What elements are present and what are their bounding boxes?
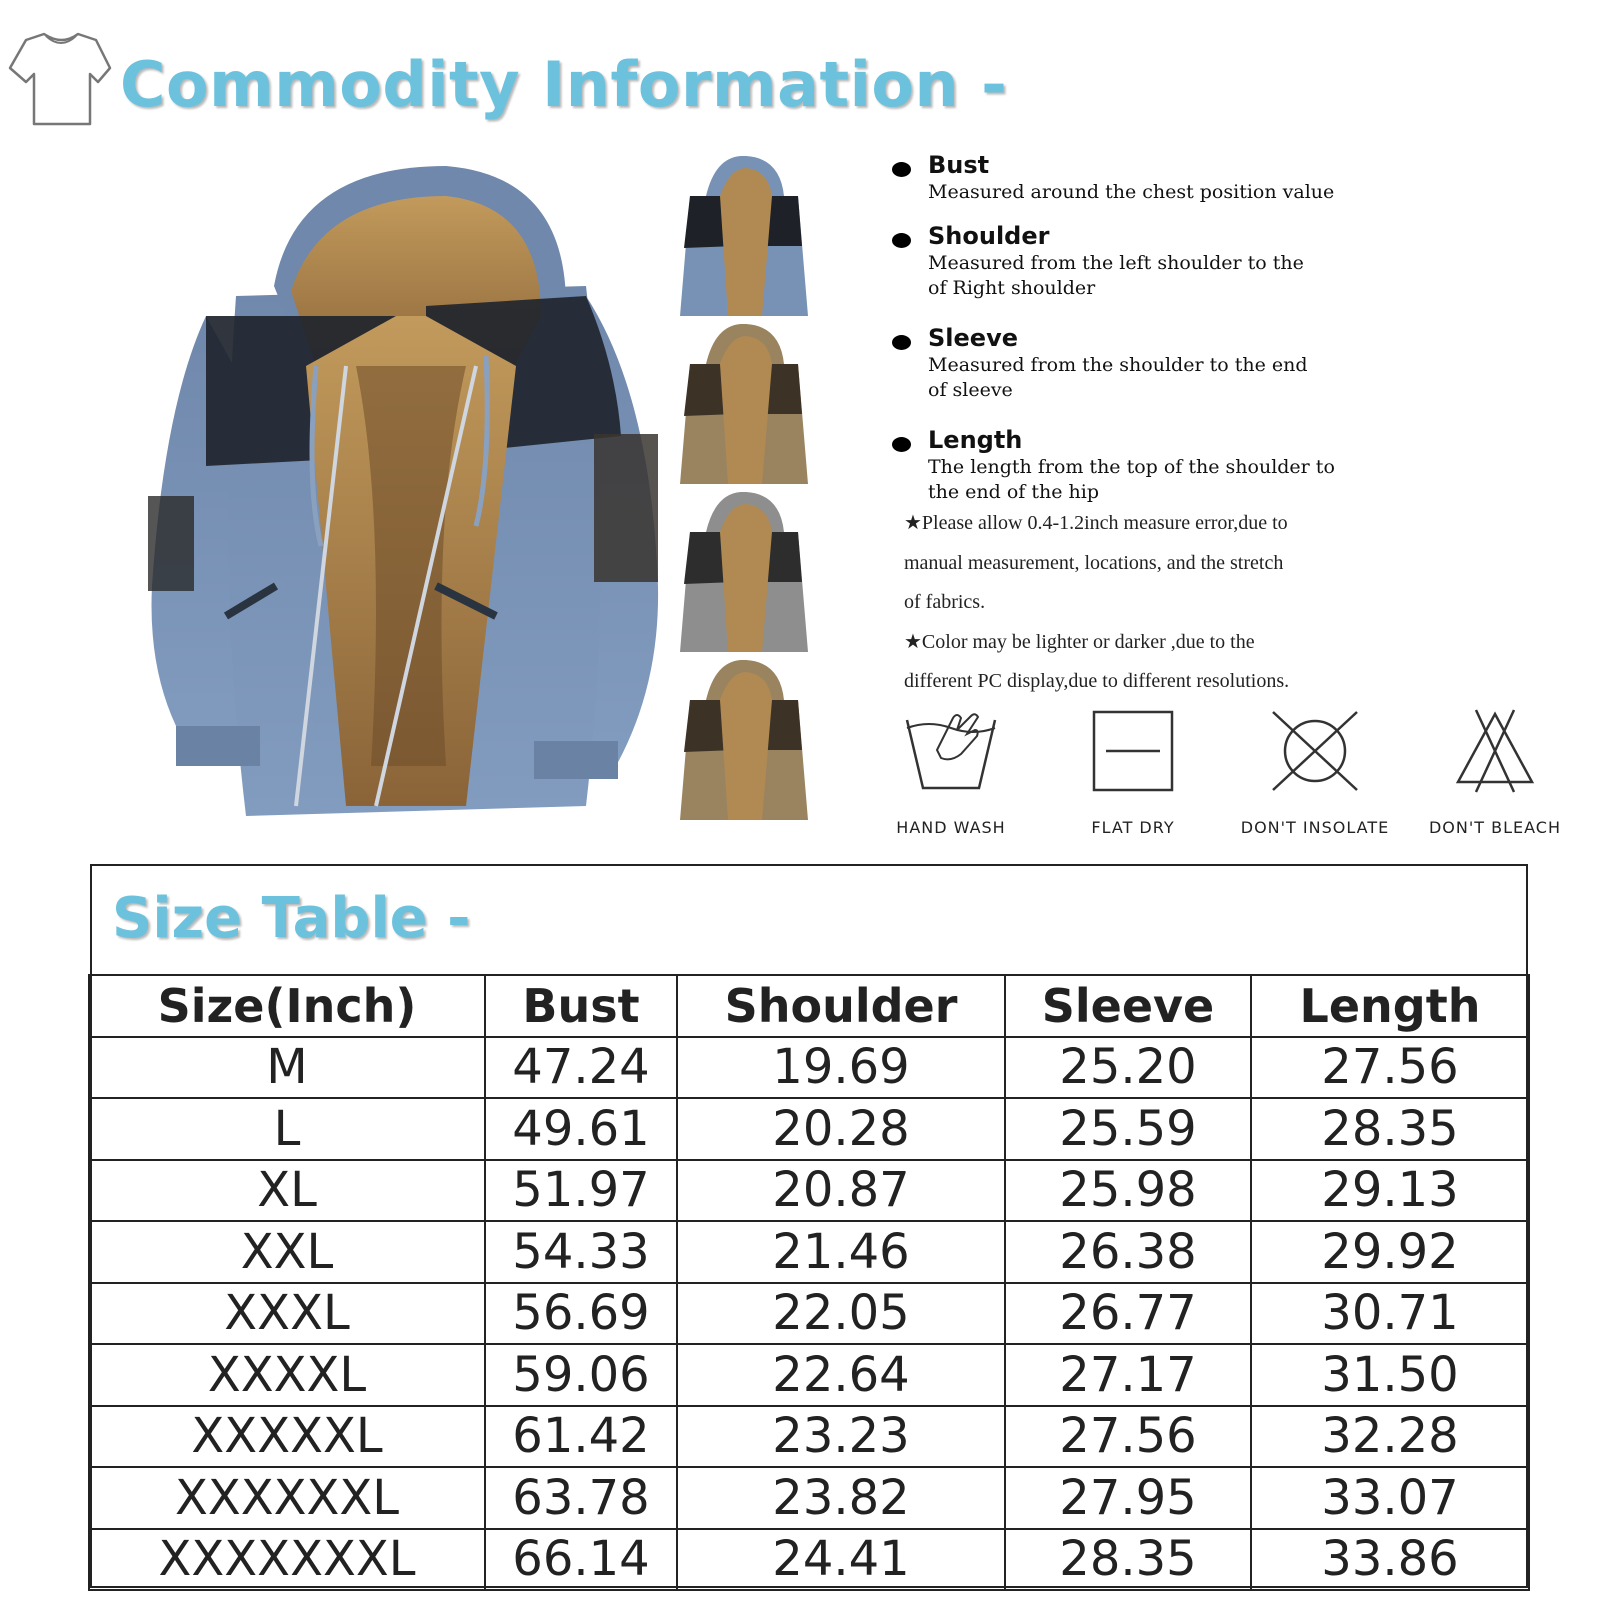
jacket-thumbnail-khaki (676, 324, 812, 492)
measurement-cell: 25.59 (1005, 1098, 1251, 1160)
measurement-cell: 33.86 (1251, 1529, 1529, 1591)
measurement-cell: 19.69 (677, 1037, 1005, 1099)
size-cell: XXL (89, 1221, 485, 1283)
measurement-cell: 27.95 (1005, 1467, 1251, 1529)
definition-bust: Bust Measured around the chest position value (892, 150, 1582, 205)
measurement-cell: 47.24 (485, 1037, 677, 1099)
definition-shoulder: Shoulder Measured from the left shoulder to the of Right shoulder (892, 221, 1582, 301)
measurement-cell: 22.64 (677, 1344, 1005, 1406)
size-cell: L (89, 1098, 485, 1160)
measurement-cell: 59.06 (485, 1344, 677, 1406)
hand-wash-icon (901, 708, 1001, 794)
note-line: of fabrics. (904, 591, 986, 613)
size-cell: XXXXXXXL (89, 1529, 485, 1591)
care-dont-insolate: DON'T INSOLATE (1230, 708, 1400, 837)
bullet-icon (892, 233, 911, 248)
measurement-cell: 27.17 (1005, 1344, 1251, 1406)
measurement-cell: 31.50 (1251, 1344, 1529, 1406)
measurement-cell: 26.38 (1005, 1221, 1251, 1283)
size-cell: XXXXXL (89, 1406, 485, 1468)
note-line: ★Please allow 0.4-1.2inch measure error,due to (904, 512, 1288, 534)
size-table-panel (90, 864, 1528, 1588)
flat-dry-icon (1090, 708, 1176, 794)
measurement-cell: 20.28 (677, 1098, 1005, 1160)
size-cell: XXXXXXL (89, 1467, 485, 1529)
definition-length: Length The length from the top of the shoulder to the end of the hip (892, 425, 1582, 505)
measurement-cell: 20.87 (677, 1160, 1005, 1222)
table-row (89, 1098, 1529, 1160)
measurement-cell: 23.82 (677, 1467, 1005, 1529)
size-cell: XL (89, 1160, 485, 1222)
measurement-cell: 29.13 (1251, 1160, 1529, 1222)
measurement-cell: 27.56 (1005, 1406, 1251, 1468)
column-header: Size(Inch) (89, 975, 485, 1037)
column-header: Sleeve (1005, 975, 1251, 1037)
jacket-main-image (146, 166, 676, 826)
measurement-cell: 32.28 (1251, 1406, 1529, 1468)
measurement-cell: 22.05 (677, 1283, 1005, 1345)
measurement-cell: 24.41 (677, 1529, 1005, 1591)
measurement-cell: 30.71 (1251, 1283, 1529, 1345)
jacket-thumbnail-grey (676, 492, 812, 660)
measurement-cell: 25.98 (1005, 1160, 1251, 1222)
table-row (89, 1406, 1529, 1468)
bullet-icon (892, 437, 911, 452)
size-table-title: Size Table - (112, 886, 471, 951)
measurement-cell: 51.97 (485, 1160, 677, 1222)
dont-insolate-icon (1267, 708, 1363, 794)
measurement-cell: 25.20 (1005, 1037, 1251, 1099)
measurement-cell: 21.46 (677, 1221, 1005, 1283)
bullet-icon (892, 335, 911, 350)
size-cell: XXXXL (89, 1344, 485, 1406)
note-line: manual measurement, locations, and the stretch (904, 551, 1284, 574)
measurement-cell: 27.56 (1251, 1037, 1529, 1099)
table-row (89, 1221, 1529, 1283)
measurement-cell: 28.35 (1251, 1098, 1529, 1160)
size-cell: M (89, 1037, 485, 1099)
column-header: Bust (485, 975, 677, 1037)
care-dont-bleach: DON'T BLEACH (1410, 708, 1580, 837)
table-row (89, 1283, 1529, 1345)
bullet-icon (892, 162, 911, 177)
measurement-cell: 49.61 (485, 1098, 677, 1160)
measurement-cell: 56.69 (485, 1283, 677, 1345)
size-cell: XXXL (89, 1283, 485, 1345)
note-line: different PC display,due to different resolutions. (904, 670, 1290, 692)
table-header-row (89, 975, 1529, 1037)
care-flat-dry: FLAT DRY (1048, 708, 1218, 837)
table-row (89, 1160, 1529, 1222)
measurement-cell: 23.23 (677, 1406, 1005, 1468)
column-header: Shoulder (677, 975, 1005, 1037)
page-title: Commodity Information - (120, 48, 1008, 121)
notes (904, 504, 1384, 702)
column-header: Length (1251, 975, 1529, 1037)
table-row (89, 1467, 1529, 1529)
jacket-thumbnail-blue (676, 156, 812, 324)
care-hand-wash: HAND WASH (866, 708, 1036, 837)
measurement-cell: 26.77 (1005, 1283, 1251, 1345)
note-line: ★Color may be lighter or darker ,due to the (904, 630, 1255, 653)
measurement-cell: 63.78 (485, 1467, 677, 1529)
definition-sleeve: Sleeve Measured from the shoulder to the end of sleeve (892, 323, 1582, 403)
measurement-cell: 61.42 (485, 1406, 677, 1468)
dont-bleach-icon (1452, 708, 1538, 794)
table-row (89, 1529, 1529, 1591)
measurement-definitions (892, 150, 1582, 521)
table-row (89, 1344, 1529, 1406)
table-row (89, 1037, 1529, 1099)
jacket-thumbnail-khaki-alt (676, 660, 812, 828)
measurement-cell: 54.33 (485, 1221, 677, 1283)
measurement-cell: 29.92 (1251, 1221, 1529, 1283)
tshirt-icon (8, 28, 112, 128)
measurement-cell: 28.35 (1005, 1529, 1251, 1591)
measurement-cell: 33.07 (1251, 1467, 1529, 1529)
size-table (88, 974, 1530, 1591)
measurement-cell: 66.14 (485, 1529, 677, 1591)
